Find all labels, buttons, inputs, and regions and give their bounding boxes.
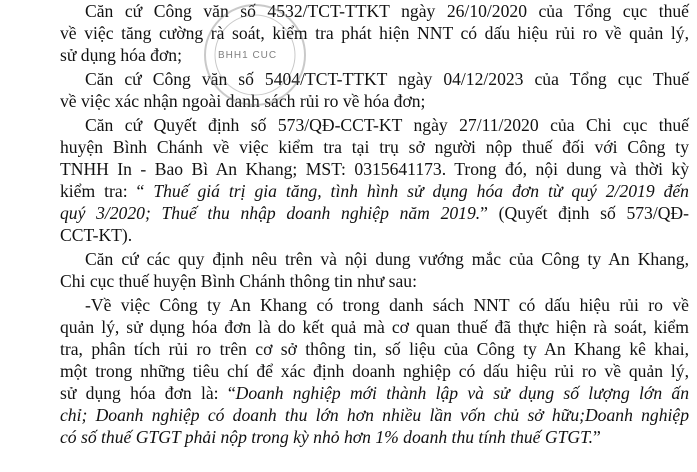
line-text: về việc xác nhận ngoài danh sách rủi ro về hóa đơn; [60,91,426,111]
line-text: một trong những tiêu chí để xác định doanh nghiệp có dấu hiệu rủi ro về quản lý, [60,361,689,381]
text-line [0,294,689,316]
italic-text: chỉ; Doanh nghiệp có doanh thu lớn hơn nhiều lần vốn chủ sở hữu;Doanh nghiệp [60,405,689,425]
line-text: tra, phân tích rủi ro trên cơ sở thông tin, số liệu của Công ty An Khang kê khai, [60,339,689,359]
text-line [0,404,689,426]
line-text: -Về việc Công ty An Khang có trong danh sách NNT có dấu hiệu rủi ro về [85,295,689,315]
line-text: Căn cứ các quy định nêu trên và nội dung vướng mắc của Công ty An Khang, [85,249,689,269]
text-line [0,158,689,180]
text-line [0,68,689,90]
text-line [0,180,689,202]
text-line [0,426,689,448]
italic-text: có số thuế GTGT phải nộp trong kỳ nhỏ hơn 1% doanh thu tính thuế GTGT. [60,427,593,447]
italic-text: Doanh nghiệp mới thành lập và sử dụng số lượng lớn ấn [235,383,689,403]
line-text: CCT-KT). [60,225,133,245]
line-text: quản lý, sử dụng hóa đơn là do kết quả mà cơ quan thuế đã thực hiện rà soát, kiểm [60,317,689,337]
text-line [0,22,689,44]
text-line [0,316,689,338]
stamp-fragment-text: BHH1 CUC [218,50,278,61]
line-text: Căn cứ Công văn số 5404/TCT-TTKT ngày 04/12/2023 của Tổng cục Thuế [85,69,689,89]
text-line [0,248,689,270]
text-line [0,202,689,224]
line-text: TNHH In - Bao Bì An Khang; MST: 0315641173. Trong đó, nội dung và thời kỳ [60,159,689,179]
line-text: về việc tăng cường rà soát, kiểm tra phát hiện NNT có dấu hiệu rủi ro về quản lý, [60,23,689,43]
italic-text: Thuế giá trị gia tăng, tình hình sử dụng hóa đơn từ quý 2/2019 đến [153,181,689,201]
line-text: ” [592,427,601,447]
text-line [0,44,689,66]
line-text: kiểm tra: “ [60,181,154,201]
text-line [0,270,689,292]
italic-text: quý 3/2020; Thuế thu nhập doanh nghiệp năm 2019. [60,203,481,223]
line-text: Căn cứ Công văn số 4532/TCT-TTKT ngày 26/10/2020 của Tổng cục thuế [85,1,689,21]
text-line [0,136,689,158]
line-text: sử dụng hóa đơn; [60,45,182,65]
line-text: Căn cứ Quyết định số 573/QĐ-CCT-KT ngày 27/11/2020 của Chi cục thuế [85,115,689,135]
line-text: sử dụng hóa đơn là: “ [60,383,236,403]
text-line [0,360,689,382]
text-line [0,114,689,136]
text-line [0,0,689,22]
line-text: Chi cục thuế huyện Bình Chánh thông tin như sau: [60,271,417,291]
text-line [0,382,689,404]
text-line [0,90,689,112]
text-line [0,224,689,246]
line-text: huyện Bình Chánh về việc kiểm tra tại trụ sở người nộp thuế đối với Công ty [60,137,689,157]
line-text: ” (Quyết định số 573/QĐ- [480,203,689,223]
text-line [0,338,689,360]
